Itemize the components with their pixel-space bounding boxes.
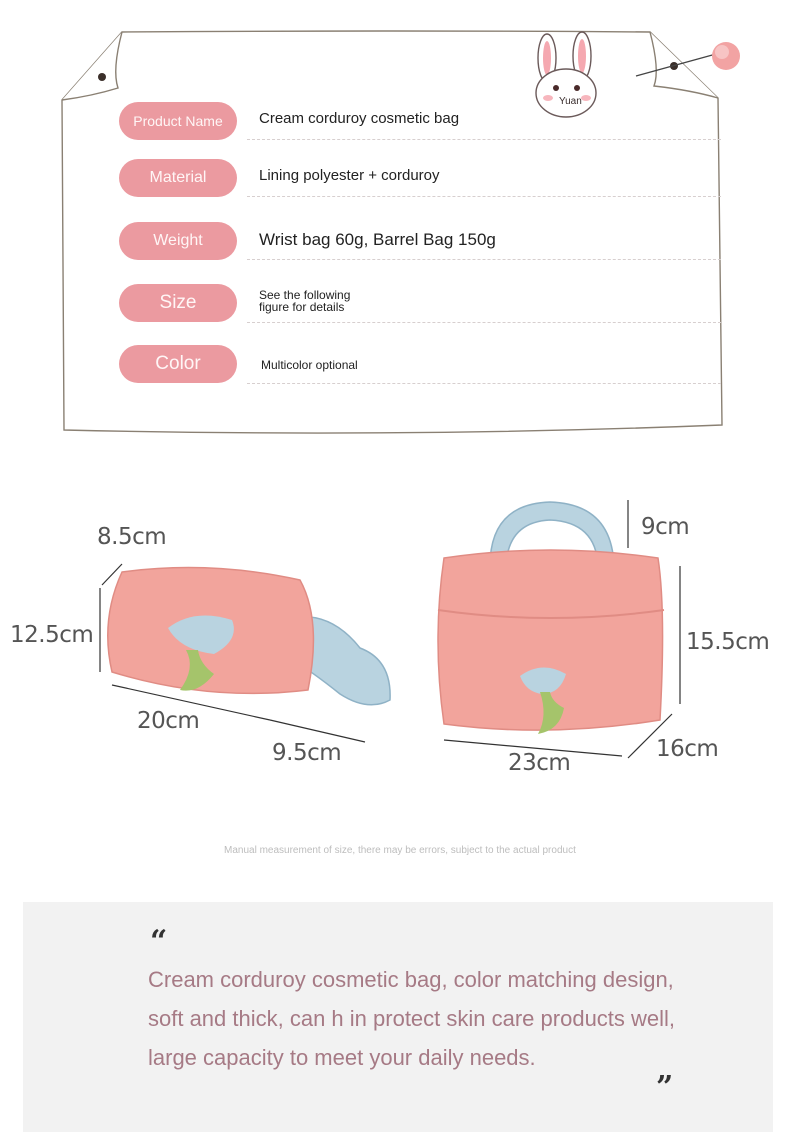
- mascot-label: Yuan: [559, 96, 582, 107]
- dim-wrist-width: 20cm: [137, 708, 200, 734]
- value-size: See the following figure for details: [259, 288, 351, 314]
- quote-text: Cream corduroy cosmetic bag, color matching design, soft and thick, can h in protect skin care products well, large capacity to meet your daily needs.: [148, 967, 676, 1070]
- row-divider: [247, 322, 721, 323]
- value-product-name: Cream corduroy cosmetic bag: [259, 110, 460, 127]
- barrel-bag-image: [438, 502, 664, 734]
- open-quote-mark: “: [150, 924, 168, 959]
- dim-barrel-width: 23cm: [508, 750, 571, 776]
- wrist-bag-image: [108, 568, 390, 705]
- label-weight: Weight: [119, 222, 237, 260]
- label-product-name: Product Name: [119, 102, 237, 140]
- measurement-note: Manual measurement of size, there may be errors, subject to the actual product: [224, 845, 576, 856]
- row-divider: [247, 383, 721, 384]
- row-divider: [247, 259, 721, 260]
- dim-barrel-depth: 16cm: [656, 736, 719, 762]
- label-color: Color: [119, 345, 237, 383]
- value-weight: Wrist bag 60g, Barrel Bag 150g: [259, 230, 496, 249]
- dim-wrist-depth: 8.5cm: [97, 524, 167, 550]
- dim-barrel-handle: 9cm: [641, 514, 690, 540]
- dim-barrel-height: 15.5cm: [686, 629, 770, 655]
- label-size: Size: [119, 284, 237, 322]
- value-color: Multicolor optional: [261, 358, 358, 372]
- row-divider: [247, 139, 721, 140]
- row-divider: [247, 196, 721, 197]
- pin-dot-left: [98, 73, 106, 81]
- value-material: Lining polyester + corduroy: [259, 167, 440, 184]
- close-quote-mark: ”: [656, 1070, 674, 1105]
- dim-wrist-height: 12.5cm: [10, 622, 94, 648]
- label-material: Material: [119, 159, 237, 197]
- dim-wrist-strap: 9.5cm: [272, 740, 342, 766]
